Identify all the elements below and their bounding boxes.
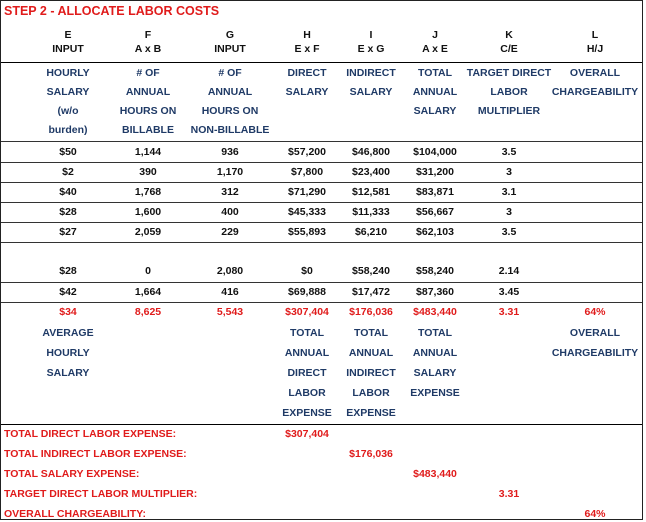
total-cell: 8,625 bbox=[134, 306, 162, 318]
column-letter-g: G bbox=[225, 29, 235, 41]
column-formula-f: A x B bbox=[134, 43, 162, 55]
column-header-l: OVERALL bbox=[569, 67, 621, 79]
column-header-j: SALARY bbox=[413, 105, 457, 117]
total-cell: $307,404 bbox=[285, 306, 329, 318]
total-cell: 64% bbox=[584, 306, 606, 318]
table-cell: $71,290 bbox=[288, 186, 326, 198]
column-header-e: (w/o bbox=[57, 105, 79, 117]
footer-label-i: TOTAL bbox=[353, 327, 389, 339]
column-header-h: SALARY bbox=[285, 86, 329, 98]
footer-label-e: AVERAGE bbox=[42, 327, 94, 339]
column-header-g: # OF bbox=[218, 67, 242, 79]
table-cell: $28 bbox=[59, 206, 77, 218]
table-cell: 0 bbox=[145, 265, 151, 277]
table-cell: $83,871 bbox=[416, 186, 454, 198]
table-cell: 1,768 bbox=[134, 186, 162, 198]
table-cell: 400 bbox=[221, 206, 239, 218]
footer-label-i: LABOR bbox=[352, 387, 390, 399]
table-cell: $56,667 bbox=[416, 206, 454, 218]
column-header-k: LABOR bbox=[490, 86, 528, 98]
row-rule bbox=[1, 242, 642, 243]
table-cell: $62,103 bbox=[416, 226, 454, 238]
column-header-j: ANNUAL bbox=[412, 86, 458, 98]
column-header-f: ANNUAL bbox=[125, 86, 171, 98]
table-cell: 390 bbox=[139, 166, 157, 178]
summary-value: 3.31 bbox=[498, 488, 520, 500]
column-formula-e: INPUT bbox=[52, 43, 84, 55]
table-cell: 2,059 bbox=[134, 226, 162, 238]
footer-label-l: CHARGEABILITY bbox=[551, 347, 639, 359]
summary-value: $176,036 bbox=[349, 448, 393, 460]
table-cell: $46,800 bbox=[352, 146, 390, 158]
summary-value: $307,404 bbox=[285, 428, 329, 440]
summary-value: 64% bbox=[584, 508, 606, 520]
column-header-f: HOURS ON bbox=[119, 105, 177, 117]
table-cell: $50 bbox=[59, 146, 77, 158]
table-cell: $55,893 bbox=[288, 226, 326, 238]
column-letter-k: K bbox=[505, 29, 513, 41]
column-header-i: SALARY bbox=[349, 86, 393, 98]
table-cell: $11,333 bbox=[352, 206, 390, 218]
summary-label: OVERALL CHARGEABILITY: bbox=[4, 508, 146, 520]
total-cell: $34 bbox=[59, 306, 77, 318]
summary-label: TOTAL DIRECT LABOR EXPENSE: bbox=[4, 428, 177, 440]
column-header-h: DIRECT bbox=[287, 67, 327, 79]
footer-label-h: ANNUAL bbox=[284, 347, 330, 359]
table-cell: $57,200 bbox=[288, 146, 326, 158]
column-header-f: # OF bbox=[136, 67, 160, 79]
footer-label-h: EXPENSE bbox=[282, 407, 332, 419]
column-header-g: ANNUAL bbox=[207, 86, 253, 98]
table-cell: $104,000 bbox=[413, 146, 457, 158]
total-cell: 3.31 bbox=[498, 306, 520, 318]
table-cell: $45,333 bbox=[288, 206, 326, 218]
table-cell: $27 bbox=[59, 226, 77, 238]
footer-label-l: OVERALL bbox=[569, 327, 621, 339]
table-cell: 1,144 bbox=[134, 146, 162, 158]
table-cell: 1,600 bbox=[134, 206, 162, 218]
column-header-k: TARGET DIRECT bbox=[466, 67, 552, 79]
table-cell: $42 bbox=[59, 286, 77, 298]
column-letter-f: F bbox=[144, 29, 152, 41]
header-rule bbox=[1, 62, 642, 63]
table-cell: 3 bbox=[506, 206, 512, 218]
column-formula-i: E x G bbox=[357, 43, 385, 55]
column-header-e: HOURLY bbox=[46, 67, 90, 79]
table-cell: 3.5 bbox=[501, 226, 517, 238]
column-letter-i: I bbox=[369, 29, 373, 41]
table-cell: $12,581 bbox=[352, 186, 390, 198]
column-header-l: CHARGEABILITY bbox=[551, 86, 639, 98]
table-cell: 229 bbox=[221, 226, 239, 238]
column-header-k: MULTIPLIER bbox=[477, 105, 541, 117]
total-cell: $176,036 bbox=[349, 306, 393, 318]
row-rule bbox=[1, 222, 642, 223]
column-formula-k: C/E bbox=[500, 43, 518, 55]
footer-label-i: EXPENSE bbox=[346, 407, 396, 419]
column-letter-e: E bbox=[64, 29, 72, 41]
table-cell: $87,360 bbox=[416, 286, 454, 298]
footer-label-h: TOTAL bbox=[289, 327, 325, 339]
row-rule bbox=[1, 141, 642, 142]
column-header-i: INDIRECT bbox=[346, 67, 396, 79]
column-letter-j: J bbox=[432, 29, 438, 41]
table-cell: 1,664 bbox=[134, 286, 162, 298]
column-letter-h: H bbox=[303, 29, 311, 41]
total-cell: $483,440 bbox=[413, 306, 457, 318]
column-formula-l: H/J bbox=[586, 43, 604, 55]
footer-label-j: ANNUAL bbox=[412, 347, 458, 359]
column-header-g: NON-BILLABLE bbox=[190, 124, 270, 136]
table-cell: $7,800 bbox=[290, 166, 324, 178]
footer-label-e: HOURLY bbox=[46, 347, 90, 359]
footer-label-i: INDIRECT bbox=[346, 367, 396, 379]
summary-label: TOTAL SALARY EXPENSE: bbox=[4, 468, 140, 480]
footer-label-i: ANNUAL bbox=[348, 347, 394, 359]
sheet-title: STEP 2 - ALLOCATE LABOR COSTS bbox=[4, 4, 220, 18]
table-cell: 936 bbox=[221, 146, 239, 158]
row-rule bbox=[1, 202, 642, 203]
table-cell: 2,080 bbox=[216, 265, 244, 277]
footer-label-h: LABOR bbox=[288, 387, 326, 399]
footer-label-j: TOTAL bbox=[417, 327, 453, 339]
table-cell: 416 bbox=[221, 286, 239, 298]
footer-label-j: SALARY bbox=[413, 367, 457, 379]
table-cell: 3.5 bbox=[501, 146, 517, 158]
table-cell: $6,210 bbox=[354, 226, 388, 238]
column-letter-l: L bbox=[591, 29, 599, 41]
total-cell: 5,543 bbox=[216, 306, 244, 318]
column-header-j: TOTAL bbox=[417, 67, 453, 79]
table-cell: $58,240 bbox=[352, 265, 390, 277]
footer-rule bbox=[1, 424, 642, 425]
footer-label-j: EXPENSE bbox=[410, 387, 460, 399]
table-cell: 3.45 bbox=[498, 286, 520, 298]
table-cell: $40 bbox=[59, 186, 77, 198]
table-cell: $31,200 bbox=[416, 166, 454, 178]
table-cell: $23,400 bbox=[352, 166, 390, 178]
table-cell: $28 bbox=[59, 265, 77, 277]
table-cell: $69,888 bbox=[288, 286, 326, 298]
column-formula-g: INPUT bbox=[214, 43, 246, 55]
summary-label: TARGET DIRECT LABOR MULTIPLIER: bbox=[4, 488, 198, 500]
column-header-e: SALARY bbox=[46, 86, 90, 98]
column-formula-j: A x E bbox=[422, 43, 448, 55]
table-cell: 3 bbox=[506, 166, 512, 178]
table-cell: $0 bbox=[301, 265, 313, 277]
column-header-g: HOURS ON bbox=[201, 105, 259, 117]
table-cell: 3.1 bbox=[501, 186, 517, 198]
row-rule bbox=[1, 162, 642, 163]
footer-label-e: SALARY bbox=[46, 367, 90, 379]
row-rule bbox=[1, 302, 642, 303]
table-cell: 312 bbox=[221, 186, 239, 198]
column-header-f: BILLABLE bbox=[122, 124, 174, 136]
table-cell: $58,240 bbox=[416, 265, 454, 277]
table-cell: 1,170 bbox=[216, 166, 244, 178]
summary-label: TOTAL INDIRECT LABOR EXPENSE: bbox=[4, 448, 187, 460]
column-header-e: burden) bbox=[48, 124, 88, 136]
row-rule bbox=[1, 182, 642, 183]
column-formula-h: E x F bbox=[294, 43, 320, 55]
row-rule bbox=[1, 282, 642, 283]
table-cell: $17,472 bbox=[352, 286, 390, 298]
footer-label-h: DIRECT bbox=[287, 367, 327, 379]
table-cell: 2.14 bbox=[498, 265, 520, 277]
summary-value: $483,440 bbox=[413, 468, 457, 480]
table-cell: $2 bbox=[62, 166, 74, 178]
